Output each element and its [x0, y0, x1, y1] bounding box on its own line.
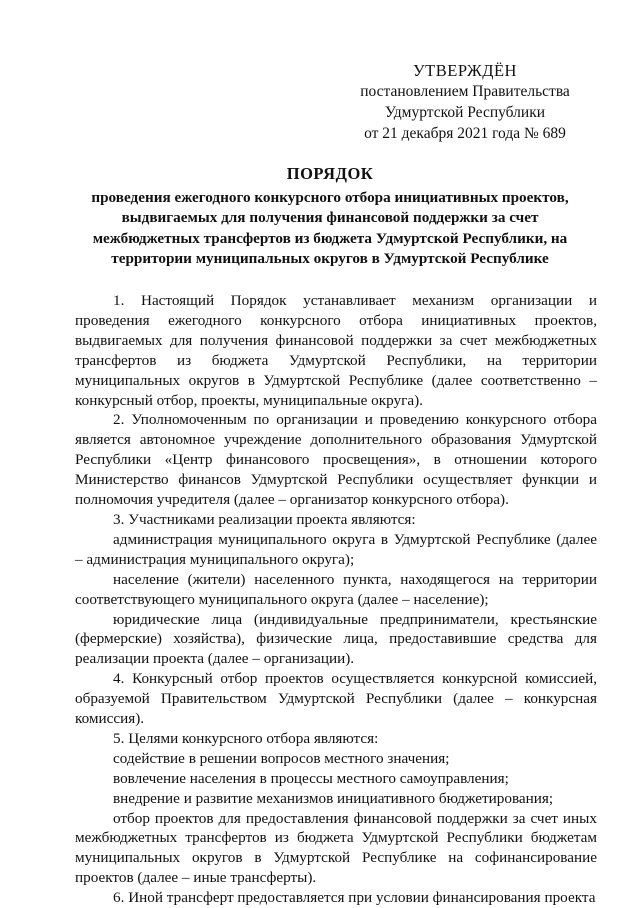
- approval-title: УТВЕРЖДЁН: [413, 61, 517, 80]
- approval-line-2: Удмуртской Республики: [384, 104, 546, 121]
- paragraph-4: 4. Конкурсный отбор проектов осуществляется конкурсной комиссией, образуемой Правительством Удмуртской Республики (далее – конкурсная комиссия).: [75, 670, 597, 728]
- document-body: [75, 291, 597, 908]
- list-item: внедрение и развитие механизмов инициативного бюджетирования;: [113, 789, 554, 807]
- paragraph-2: 2. Уполномоченным по организации и проведению конкурсного отбора является автономное учреждение дополнительного образования Удмуртской Республики «Центр финансового просвещения», в отношении которого Министерство финансов Удмуртской Республики осуществляет функции и полномочия учредителя (далее – организатор конкурсного отбора).: [75, 411, 597, 509]
- approval-line-1: постановлением Правительства: [360, 83, 570, 100]
- list-item: содействие в решении вопросов местного значения;: [113, 749, 450, 767]
- paragraph-3: 3. Участниками реализации проекта являются:: [113, 510, 416, 528]
- paragraph-1: 1. Настоящий Порядок устанавливает механизм организации и проведения ежегодного конкурсного отбора инициативных проектов, выдвигаемых для получения финансовой поддержки за счет межбюджетных трансфертов из бюджета Удмуртской Республики, на территории муниципальных округов в Удмуртской Республике (далее соответственно – конкурсный отбор, проекты, муниципальные округа).: [75, 292, 597, 409]
- list-item: население (жители) населенного пункта, находящегося на территории соответствующего муниципального округа (далее – население);: [75, 570, 597, 608]
- document-title: ПОРЯДОК: [286, 164, 374, 183]
- list-item: юридические лица (индивидуальные предприниматели, крестьянские (фермерские) хозяйства), физические лица, предоставившие средства для реализации проекта (далее – организации).: [75, 610, 597, 668]
- list-item: отбор проектов для предоставления финансовой поддержки за счет иных межбюджетных трансфертов из бюджета Удмуртской Республики бюджетам муниципальных округов в Удмуртской Республике на софинансирование проектов (далее – иные трансферты).: [75, 809, 597, 887]
- document-heading: [75, 163, 585, 270]
- approval-line-3: от 21 декабря 2021 года № 689: [364, 125, 566, 142]
- paragraph-5: 5. Целями конкурсного отбора являются:: [113, 729, 379, 747]
- list-item: вовлечение населения в процессы местного самоуправления;: [113, 769, 509, 787]
- list-item: администрация муниципального округа в Удмуртской Республике (далее – администрация муниципального округа);: [75, 530, 597, 568]
- paragraph-6: 6. Иной трансферт предоставляется при условии финансирования проекта: [113, 889, 596, 907]
- document-subtitle: проведения ежегодного конкурсного отбора инициативных проектов, выдвигаемых для получения финансовой поддержки за счет межбюджетных трансфертов из бюджета Удмуртской Республики, на территории муниципальных округов в Удмуртской Республике: [91, 189, 569, 268]
- approval-stamp: [350, 60, 580, 144]
